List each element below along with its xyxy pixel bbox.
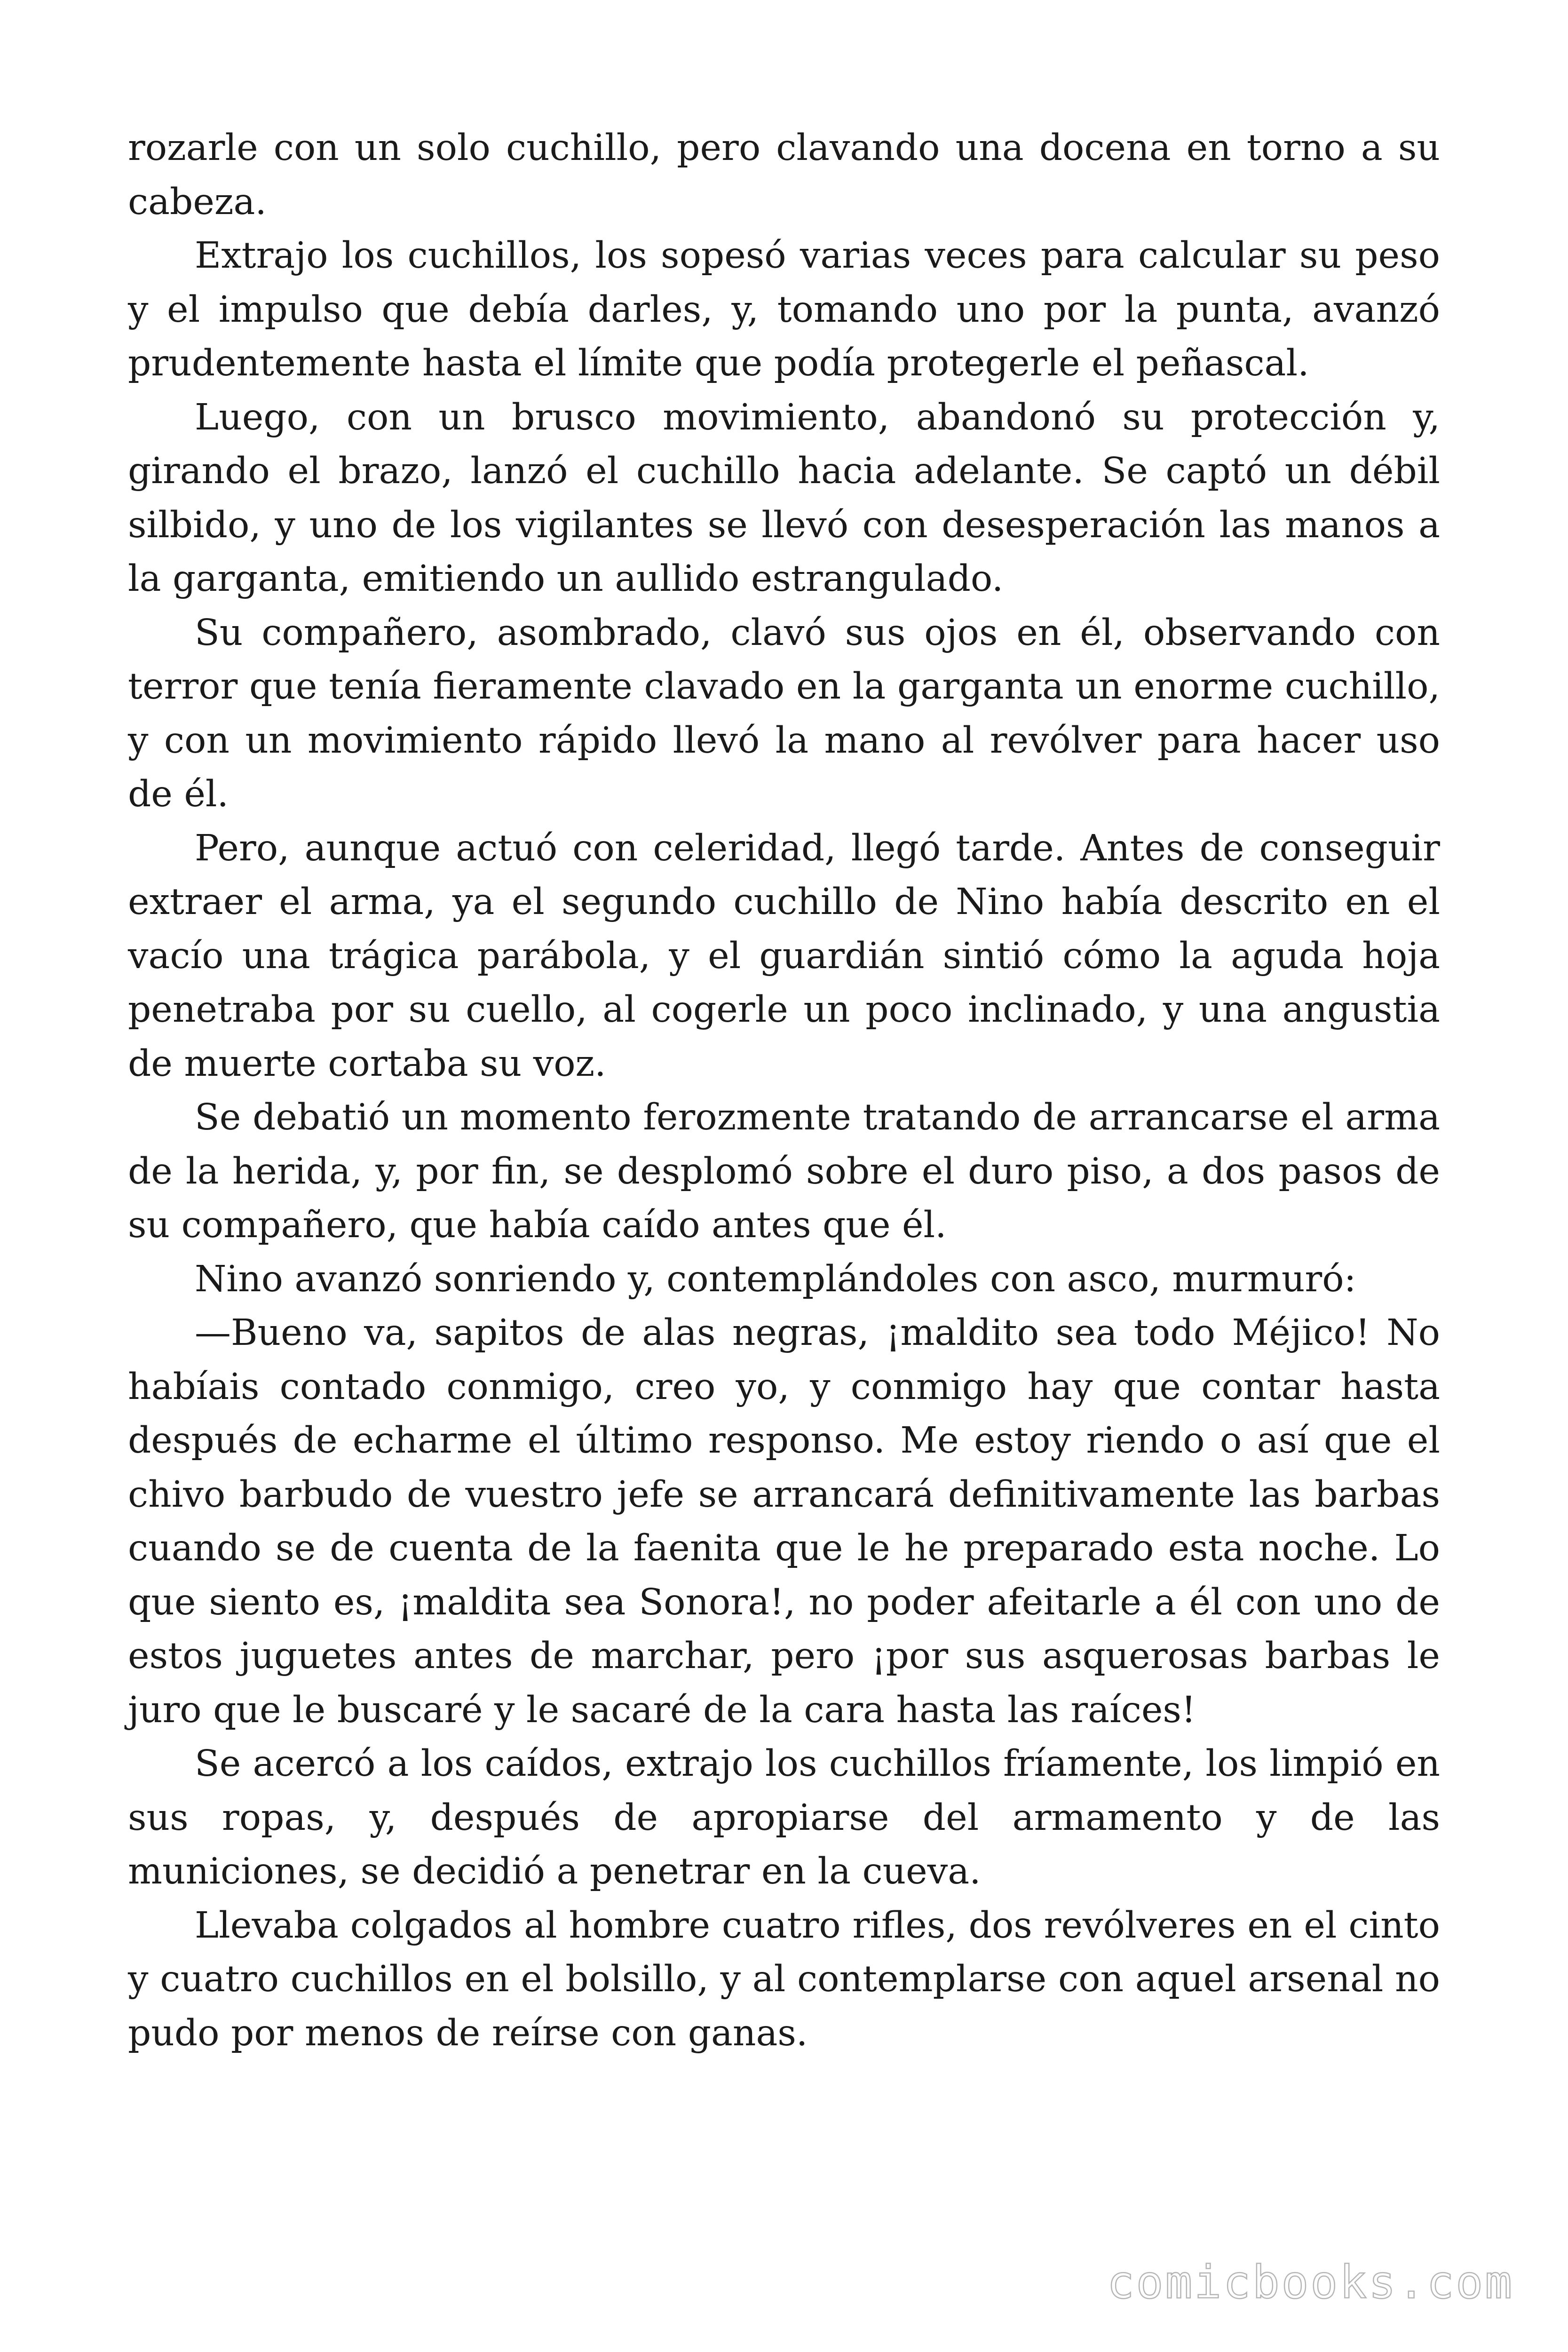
paragraph-10: Llevaba colgados al hombre cuatro rifles, dos revólveres en el cinto y cuatro cuchillos en el bolsillo, y al contemplarse con aquel arsenal no pudo por menos de reírse con ganas.: [128, 1904, 1440, 2054]
paragraph-4: Su compañero, asombrado, clavó sus ojos en él, observando con terror que tenía fieramente clavado en la garganta un enorme cuchillo, y con un movimiento rápido llevó la mano al revólver para hacer uso de él.: [128, 612, 1440, 815]
paragraph-7: Nino avanzó sonriendo y, contemplándoles con asco, murmuró:: [195, 1258, 1356, 1300]
paragraph-9: Se acercó a los caídos, extrajo los cuchillos fríamente, los limpió en sus ropas, y, después de apropiarse del armamento y de las municiones, se decidió a penetrar en la cueva.: [128, 1743, 1440, 1892]
body-text: [128, 121, 1440, 2060]
paragraph-2: Extrajo los cuchillos, los sopesó varias veces para calcular su peso y el impulso que debía darles, y, tomando uno por la punta, avanzó prudentemente hasta el límite que podía protegerle el peñascal.: [128, 235, 1440, 384]
paragraph-5: Pero, aunque actuó con celeridad, llegó tarde. Antes de conseguir extraer el arma, ya el segundo cuchillo de Nino había descrito en el vacío una trágica parábola, y el guardián sintió cómo la aguda hoja penetraba por su cuello, al cogerle un poco inclinado, y una angustia de muerte cortaba su voz.: [128, 827, 1440, 1085]
paragraph-3: Luego, con un brusco movimiento, abandonó su protección y, girando el brazo, lanzó el cuchillo hacia adelante. Se captó un débil silbido, y uno de los vigilantes se llevó con desesperación las manos a la garganta, emitiendo un aullido estrangulado.: [128, 396, 1440, 600]
paragraph-6: Se debatió un momento ferozmente tratando de arrancarse el arma de la herida, y, por fin, se desplomó sobre el duro piso, a dos pasos de su compañero, que había caído antes que él.: [128, 1097, 1440, 1246]
paragraph-8: —Bueno va, sapitos de alas negras, ¡maldito sea todo Méjico! No habíais contado conmigo, creo yo, y conmigo hay que contar hasta después de echarme el último responso. Me estoy riendo o así que el chivo barbudo de vuestro jefe se arrancará definitivamente las barbas cuando se de cuenta de la faenita que le he preparado esta noche. Lo que siento es, ¡maldita sea Sonora!, no poder afeitarle a él con uno de estos juguetes antes de marchar, pero ¡por sus asquerosas barbas le juro que le buscaré y le sacaré de la cara hasta las raíces!: [128, 1312, 1440, 1731]
watermark: comicbooks.com: [1107, 2256, 1514, 2309]
paragraph-1: rozarle con un solo cuchillo, pero clavando una docena en torno a su cabeza.: [128, 127, 1440, 223]
